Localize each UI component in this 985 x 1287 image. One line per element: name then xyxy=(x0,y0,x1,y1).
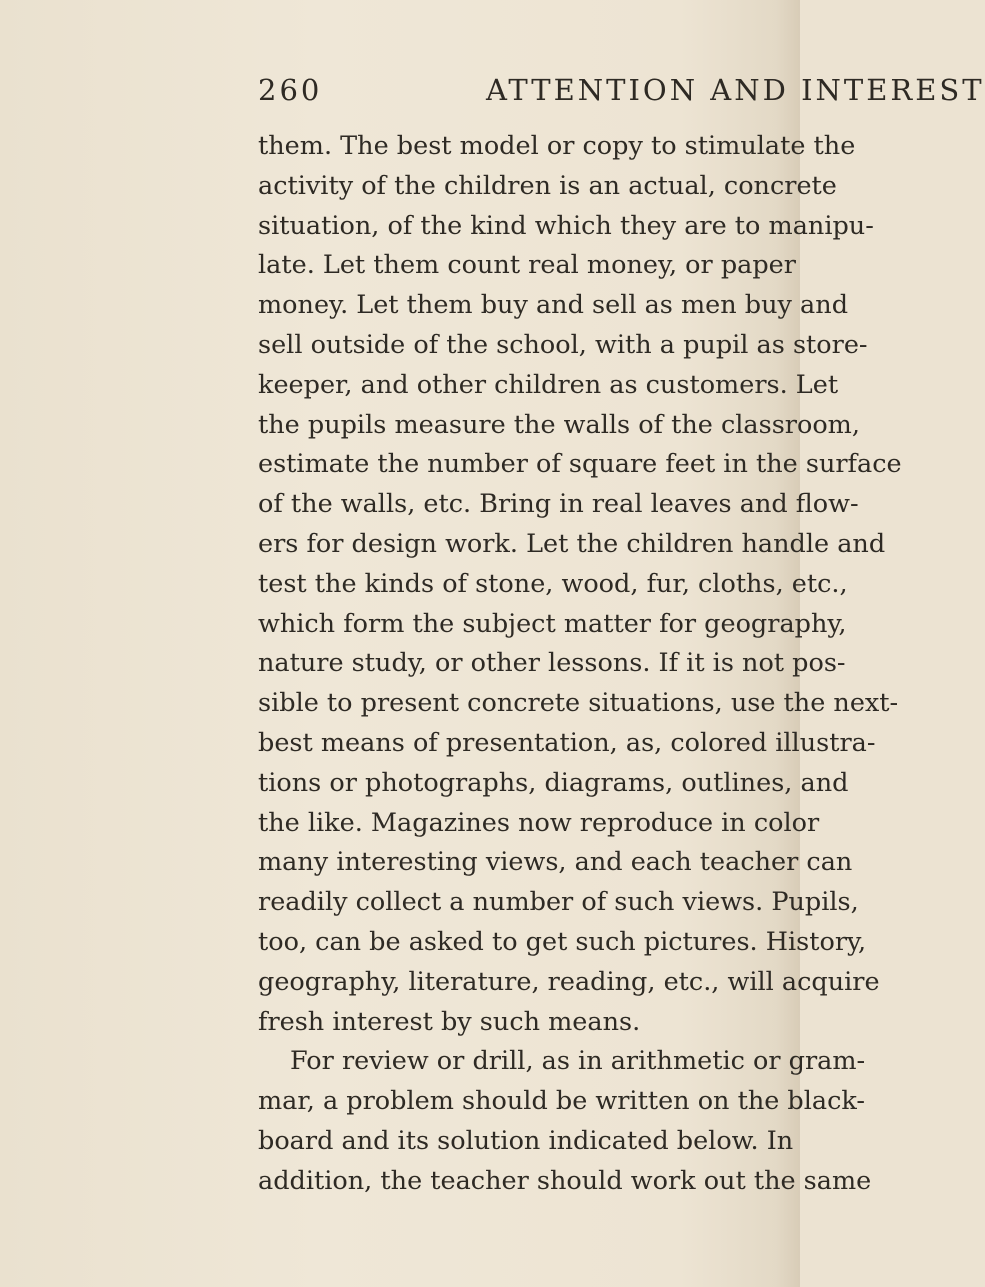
text-line: tions or photographs, diagrams, outlines, and xyxy=(258,767,849,798)
text-line: estimate the number of square feet in the surface xyxy=(258,449,902,480)
text-line: keeper, and other children as customers. Let xyxy=(258,369,839,400)
paragraph-start-line: For review or drill, as in arithmetic or gram- xyxy=(290,1046,866,1077)
text-line: ers for design work. Let the children handle and xyxy=(258,528,886,559)
text-line: best means of presentation, as, colored illustra- xyxy=(258,727,876,758)
text-line: mar, a problem should be written on the black- xyxy=(258,1086,866,1117)
running-title: ATTENTION AND INTEREST xyxy=(486,73,985,107)
text-line: nature study, or other lessons. If it is not pos- xyxy=(258,648,846,679)
text-line: test the kinds of stone, wood, fur, cloths, etc., xyxy=(258,568,848,599)
text-line: readily collect a number of such views. Pupils, xyxy=(258,887,859,918)
text-line: situation, of the kind which they are to manipu- xyxy=(258,210,874,241)
text-line: addition, the teacher should work out the same xyxy=(258,1165,872,1196)
text-line: of the walls, etc. Bring in real leaves and flow- xyxy=(258,489,859,520)
text-line: geography, literature, reading, etc., will acquire xyxy=(258,966,880,997)
page-number: 260 xyxy=(258,73,323,107)
text-line: activity of the children is an actual, concrete xyxy=(258,170,837,201)
text-line: the like. Magazines now reproduce in color xyxy=(258,807,820,838)
text-line: the pupils measure the walls of the classroom, xyxy=(258,409,860,440)
body-text xyxy=(258,127,902,1202)
text-line: sible to present concrete situations, use the next- xyxy=(258,688,899,719)
text-line: board and its solution indicated below. In xyxy=(258,1125,794,1156)
text-line: late. Let them count real money, or paper xyxy=(258,250,796,281)
text-line: too, can be asked to get such pictures. History, xyxy=(258,926,867,957)
text-line: sell outside of the school, with a pupil as store- xyxy=(258,329,868,360)
text-line: which form the subject matter for geography, xyxy=(258,608,847,639)
text-line: many interesting views, and each teacher can xyxy=(258,847,853,878)
paragraph-end-line: fresh interest by such means. xyxy=(258,1006,641,1037)
text-line: money. Let them buy and sell as men buy and xyxy=(258,290,849,321)
text-line: them. The best model or copy to stimulate the xyxy=(258,131,856,161)
